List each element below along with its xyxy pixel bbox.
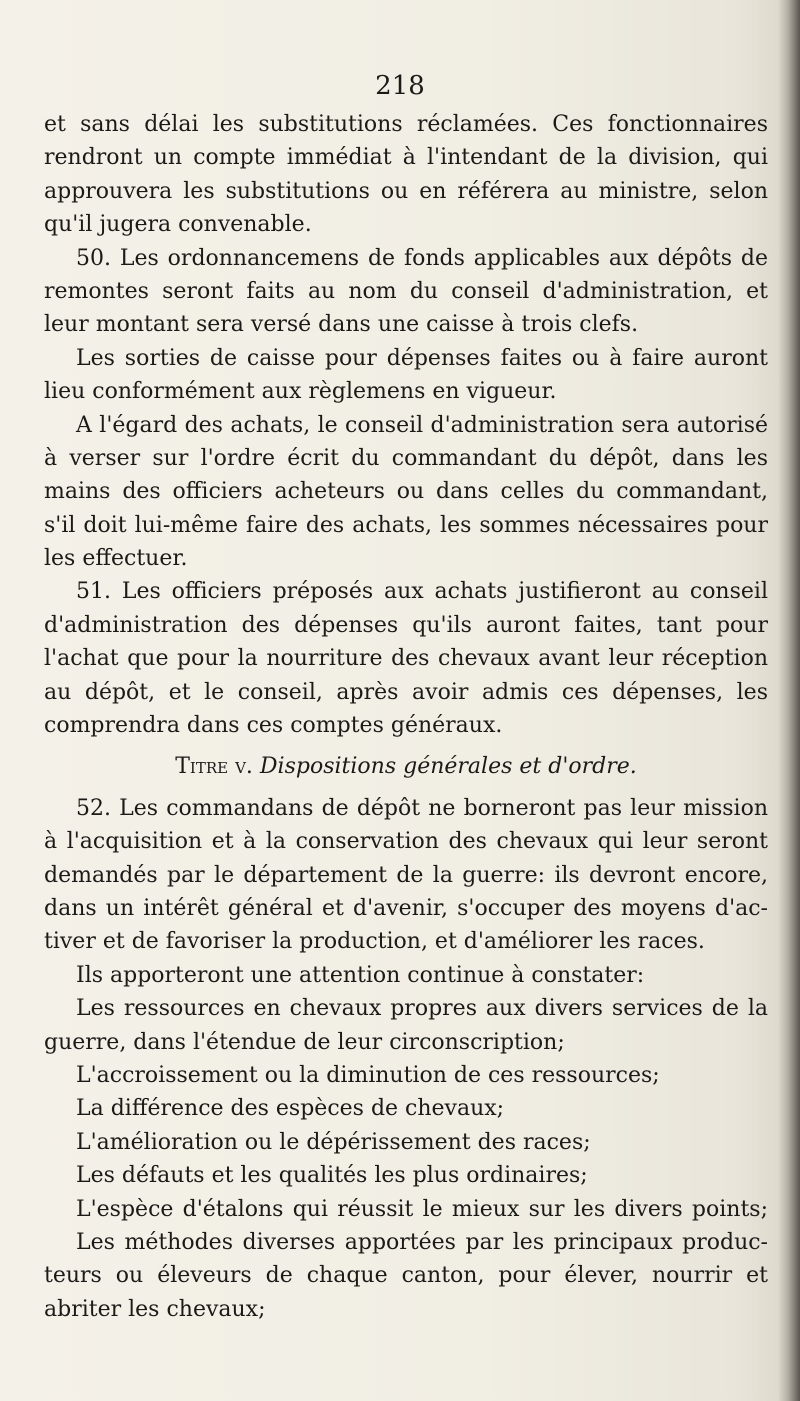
text-line: dans un intérêt général et d'avenir, s'occuper des moyens d'ac- xyxy=(44,895,768,921)
list-item: Les défauts et les qualités les plus ordinaires; xyxy=(76,1163,588,1189)
text-line: s'il doit lui-même faire des achats, les sommes nécessaires pour xyxy=(44,512,768,538)
list-item: L'espèce d'étalons qui réussit le mieux sur les divers points; xyxy=(76,1196,768,1222)
text-line: rendront un compte immédiat à l'intendant de la division, qui xyxy=(44,145,768,171)
text-line: approuvera les substitutions ou en référera au ministre, selon xyxy=(44,178,768,204)
text-line: à verser sur l'ordre écrit du commandant du dépôt, dans les xyxy=(44,445,768,471)
list-item: La différence des espèces de chevaux; xyxy=(76,1096,505,1122)
list-item: L'accroissement ou la diminution de ces ressources; xyxy=(76,1062,660,1088)
text-line: abriter les chevaux; xyxy=(44,1296,266,1322)
article-51-start: 51. Les officiers préposés aux achats justifieront au conseil xyxy=(76,579,768,605)
text-line: leur montant sera versé dans une caisse à trois clefs. xyxy=(44,312,639,338)
text-line: demandés par le département de la guerre: ils devront encore, xyxy=(44,862,768,888)
text-line: au dépôt, et le conseil, après avoir admis ces dépenses, les xyxy=(44,679,768,705)
section-heading-title: Dispositions générales et d'ordre. xyxy=(259,754,637,780)
text-line: à l'acquisition et à la conservation des chevaux qui leur seront xyxy=(44,829,768,855)
text-line: Ils apporteront une attention continue à constater: xyxy=(76,962,645,988)
text-line: l'achat que pour la nourriture des chevaux avant leur réception xyxy=(44,646,768,672)
page-number: 218 xyxy=(375,71,425,101)
text-line: guerre, dans l'étendue de leur circonscription; xyxy=(44,1029,565,1055)
text-line: remontes seront faits au nom du conseil d'administration, et xyxy=(44,278,768,304)
article-50-start: 50. Les ordonnancemens de fonds applicables aux dépôts de xyxy=(76,245,768,271)
page-text xyxy=(44,108,768,1326)
section-heading xyxy=(44,750,768,783)
text-line: mains des officiers acheteurs ou dans celles du commandant, xyxy=(44,479,768,505)
text-line: d'administration des dépenses qu'ils auront faites, tant pour xyxy=(44,612,768,638)
article-52-start: 52. Les commandans de dépôt ne borneront pas leur mission xyxy=(76,795,768,821)
text-line: tiver et de favoriser la production, et d'améliorer les races. xyxy=(44,929,705,955)
text-line: les effectuer. xyxy=(44,546,188,572)
text-line: lieu conformément aux règlemens en vigueur. xyxy=(44,379,557,405)
text-line: A l'égard des achats, le conseil d'administration sera autorisé xyxy=(76,412,768,438)
list-item: Les méthodes diverses apportées par les principaux produc- xyxy=(76,1229,768,1255)
page-spine-shadow xyxy=(778,0,800,1401)
section-heading-label: Titre v. xyxy=(175,754,253,780)
text-line: Les sorties de caisse pour dépenses faites ou à faire auront xyxy=(76,345,768,371)
text-line: qu'il jugera convenable. xyxy=(44,212,312,238)
list-item: L'amélioration ou le dépérissement des races; xyxy=(76,1129,591,1155)
list-item: Les ressources en chevaux propres aux divers services de la xyxy=(76,996,768,1022)
text-line: et sans délai les substitutions réclamées. Ces fonctionnaires xyxy=(44,112,768,137)
text-line: comprendra dans ces comptes généraux. xyxy=(44,713,503,739)
text-line: teurs ou éleveurs de chaque canton, pour élever, nourrir et xyxy=(44,1263,768,1289)
